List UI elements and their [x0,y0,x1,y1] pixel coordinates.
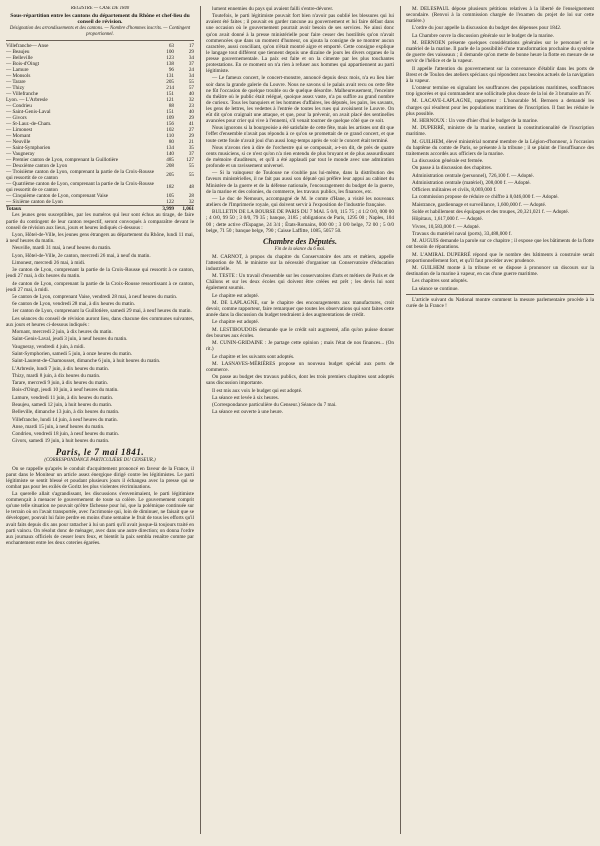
paragraph: On passe à la discussion des chapitres. [412,165,492,172]
paragraph: M. DUPERRÉ, ministre de la marine, soutient la constitutionnalité de l'inscription maritime. [406,125,594,138]
canton-name: — Thizy [6,85,25,92]
inscribed-count: 96 [168,67,174,74]
contingent-count: 37 [188,151,194,158]
canton-name: — Neuville [6,139,31,146]
inscribed-count: 485 [166,157,174,164]
paragraph: M. AUGUIS demande la parole sur ce chapitre ; il expose que les bâtiments de la flotte ont besoin de réparations. [406,238,594,251]
canton-name: Lyon. — L'Arbresle [6,97,48,104]
paragraph: Il est mis aux voix le budget qui est adopté. [212,387,303,394]
paragraph: L'Arbresle, lundi 7 juin, à dix heures du matin. [12,365,110,372]
chamber-subtitle: Fin de la séance du 6 mai. [274,246,326,252]
inscribed-count: 208 [166,163,174,170]
canton-name: — Quatrième canton de Lyon, comprenant la partie de la Croix-Rousse qui ressortit de ce canton [6,181,154,194]
paragraph: 1er canton de Lyon, comprenant la Guillotière, samedi 29 mai, à neuf heures du matin. [12,308,192,315]
contingent-count: 28 [188,193,194,200]
paragraph: 5e canton de Lyon, comprenant Vaise, vendredi 28 mai, à neuf heures du matin. [12,293,178,300]
paragraph: Vivres, 10,583,000 f. — Adopté. [412,223,480,230]
paragraph: M. DE LAPLAGNE, sur le chapitre des encouragements aux manufactures, croit devoir, comme rapporteur, faire remarquer que toutes les observations qui sont faites cette année dans la discussion du budget tendraient à des augmentations de crédit. [206,300,394,319]
paragraph: — Si la vainqueur de Toulouse ne s'oublie pas lui-même, dans la distribution des faveurs ministérielles, il ne fait pas aussi son député qui préfère leur appui au cabinet du Ministère de la guerre et de la défense nationale, l'encouragement du budget de la guerre, de la marine et des colonies, du commerce, les travaux publics, les finances, etc. [206,170,394,195]
canton-name: — Bois-d'Oingt [6,61,40,68]
paragraph: Administration centrale (personnel), 726,100 f. — Adopté. [412,172,534,179]
paragraph: La querelle allait s'agrandissant, les discussions s'envenimaient, le parti légitimiste commençait à menacer le gouvernement de toute sa colère. Le gouvernement comprit qu'une telle situation ne pouvait qu'être fâcheuse pour lui, que la polémique continuée sur le terrain où on l'avait transportée, avec l'acrimonie qui, loin de diminuer, ne faisait que se développer, pouvait lui faire perdre en moins d'une semaine le fruit de tous les efforts qu'il avait faits depuis dix ans pour rattacher à lui un parti qu'il avait jusque-là toujours traité en parti vaincu. On résolut donc de ménager, avec dans une autre direction; on donna l'ordre aux journaux officiels de cesser leurs feux, et bientôt la paix sembla renaître comme par enchantement entre les deux coteries égarées. [6,491,194,546]
paragraph: Thizy, mardi 8 juin, à dix heures du matin. [12,372,101,379]
column-2 [200,6,394,834]
contingent-count: 40 [188,109,194,116]
contingent-count: 55 [188,172,194,179]
contingent-count: 24 [188,67,194,74]
canton-name: Villefranche— Anse [6,43,49,50]
canton-name: — Cinquième canton de Lyon, comprenant Vaise [6,193,109,200]
paragraph: Limonest, mercredi 26 mai, à midi. [12,259,86,266]
col2-text [206,6,394,234]
paragraph: M. L'AMIRAL DUPERRÉ répond que le nombre des bâtiments à construire serait proportionnellement fort, et qu'il faut procéder avec prudence. [406,251,594,264]
contingent-count: 27 [188,127,194,134]
canton-name: — Mornant [6,133,31,140]
contingent-count: 29 [188,115,194,122]
total-cell: 3,999 [154,206,174,213]
paragraph: 3e canton de Lyon, comprenant la partie de la Croix-Rousse qui ressortit à ce canton, jeudi 27 mai, à dix heures du matin. [6,267,194,280]
paragraph: Saint-Laurent-de-Chamousset, dimanche 6 juin, à huit heures du matin. [12,358,161,365]
contingent-count: 48 [188,184,194,191]
paragraph: Les chapitres sont adoptés. [412,278,468,285]
inscribed-count: 105 [166,193,174,200]
closing-paragraph: L'article suivant du National montre comment la mesure parlementaire procède à la curée de la France ! [406,296,594,309]
paragraph: M. DELESPAUL dépose plusieurs pétitions relatives à la liberté de l'enseignement secondaire. (Renvoi à la commission chargée de l'examen du projet de loi sur cette matière.) [406,6,594,25]
paragraph: Beaujeu, samedi 12 juin, à huit heures du matin. [12,401,113,408]
contingent-count: 127 [186,157,194,164]
newspaper-page [6,6,594,834]
inscribed-count: 102 [166,127,174,134]
paragraph: Anse, mardi 15 juin, à neuf heures du matin. [12,423,105,430]
paragraph: M. GUILHEM, élevé ministérial nommé membre de la Légion-d'honneur, à l'occasion du baptême du comte de Paris, se présente à la tribune ; il se plaint de l'insuffisance des traitements accordés aux officiers de la marine. [406,138,594,157]
column-3 [400,6,594,834]
inscribed-count: 205 [166,79,174,86]
paragraph: Belleville, dimanche 13 juin, à dix heures du matin. [12,409,120,416]
contingent-count: 40 [188,91,194,98]
canton-name: — Condrieu [6,103,32,110]
canton-name: — Sixième canton de Lyon [6,199,63,206]
inscribed-count: 138 [166,61,174,68]
inscribed-count: 151 [166,91,174,98]
paragraph: Les jeunes gens susceptibles, par les numéros qui leur sont échus au tirage, de faire partie du contingent de leur canton respectif, seront convoqués à comparaître devant le conseil de révision aux lieux, jours et heures indiqués ci-dessous : [6,212,194,231]
contingent-count: 21 [188,139,194,146]
paragraph: M. CARNOT, à propos du chapitre du Conservatoire des arts et métiers, appelle l'attention de M. le ministre sur la nécessité d'organiser un Conservatoire d'éducation industrielle. [206,253,394,272]
paragraph: Il appelle l'attention du gouvernement sur la convenance d'établir dans les ports de Brest et de Toulon des ateliers spéciaux qui répondent aux besoins actuels de la navigation à la vapeur. [406,65,594,84]
paragraph: Hôpitaux, 1,617,000 f. — Adopté. [412,216,484,223]
contingent-count: 29 [188,133,194,140]
inscribed-count: 131 [166,73,174,80]
canton-name: — Saint-Genis-Laval [6,109,51,116]
inscribed-count: 214 [166,85,174,92]
paragraph: Toutefois, le parti légitimiste pouvait fort bien n'avoir pas oublié les blessures qui lui avaient été faites ; il pouvait en garder rancune au gouvernement et lui faire défaut dans une occasion où le gouvernement pourrait avoir besoin de ses services. Ne ainsi donc qu'on avait donné à la presse ministérielle pour faire cesser des hostilités qu'on n'avait commencées que dans un moment d'humeur, on ajouta la consigne de ne montrer aucun caractère, aussi conciliant, qu'on n'était montré aigre et emporté. Cette consigne explique le langage tout différent que tiennent depuis une dizaine de jours les divers organes de la presse gouvernementale. La paix est faite et on la cimente par les plus touchantes protestations. En ce moment on n'a rien à refuser aux hommes qui appartiennent au parti légitimiste. [206,13,394,75]
paragraph: Lyon, Hôtel-de-Ville, les jeunes gens étrangers au département du Rhône, lundi 11 mai, à neuf heures du matin. [6,231,194,245]
paragraph: On passe au budget des travaux publics, dont les trois premiers chapitres sont adoptés sans discussion importante. [206,374,394,387]
inscribed-count: 123 [166,55,174,62]
inscribed-count: 134 [166,145,174,152]
canton-name: — Deuxième canton de Lyon [6,163,68,170]
inscribed-count: 80 [168,139,174,146]
paragraph: — Le duc de Nemours, accompagné de M. le comte d'Hane, a visité les nouveaux ateliers de l'Imprimerie royale, qui doivent servir à l'exposition de l'industrie française. [206,195,394,209]
canton-name: — Villefranche [6,91,39,98]
paragraph: M. BERNOEN présente quelques considérations générales sur le personnel et le matériel de la marine. Il parle de la possibilité d'une transformation prochaine du système de guerre des vaisseaux ; il demande qu'on mette de bonne heure la flotte en mesure de se servir de l'hélice et de la vapeur. [406,40,594,65]
masthead-title: Paris, le 7 mai 1841. [55,447,145,458]
canton-table [6,43,194,212]
contingent-count: 35 [188,145,194,152]
canton-name: — Vaugneray [6,151,35,158]
paragraph: M. LESTIBOUDOIS demande que le crédit soit augmenté, afin qu'on puisse donner des bourses aux écoles. [206,326,394,339]
contingent-count: 23 [188,103,194,110]
inscribed-count: 140 [166,151,174,158]
divider [406,294,594,295]
paragraph: Nous n'avons rien à dire de l'orchestre qui se composait, a-t-on dit, de près de quatre cents musiciens, si ce n'est qu'on n'a rien entendu de plus bruyant et de plus assourdissant de mémoire d'auditeurs, et qu'il a été applaudi par tout le monde avec une admiration profonde et un ravissement universel. [206,144,394,170]
inscribed-count: 63 [168,43,174,50]
inscribed-count: 100 [166,49,174,56]
inscribed-count: 110 [166,133,174,140]
paragraph: Administration centrale (matériel), 208,000 f. — Adopté. [412,179,531,186]
canton-name: — Beaujeu [6,49,30,56]
contingent-count: 41 [188,121,194,128]
register-header: REGISTRE — CASE DE 1840 [70,6,130,11]
paragraph: La séance est levée à six heures. [212,394,279,401]
inscribed-count: 156 [166,121,174,128]
paragraph: La discussion générale est fermée. [412,158,484,165]
col3-text [406,6,594,292]
chamber-text [206,254,394,416]
canton-name: — St-Laur.-de-Cham. [6,121,52,128]
canton-name: — Monsols [6,73,31,80]
contingent-count: 34 [188,55,194,62]
paragraph: Solde et habillement des équipages et des troupes, 20,321,021 f. — Adopté. [412,209,570,215]
paragraph: — Le fameux concert, le concert-monstre, annoncé depuis deux mois, n'a eu lieu hier soir dans la grande galerie du Louvre. Nous ne savons si le palais avait recu ou cette fête ne fût l'occasion de quelque trouble ou de quelque désordre. Malheureusement, l'enceinte du théâtre où le public était relégué, quoique assez vaste, n'a pu suffire au grand nombre de curieux. Tous les banquiers et les hommes d'affaires, les députés, les pairs, les savants, les gens de lettres, les vedettes à l'entrée de toutes les rues qui avoisinent le Louvre. On eût dit qu'on craignait une attaque, et que, pour la prévenir, on avait placé des sentinelles avancées pour crier qui vive à l'ennemi, s'il venait tourner de quelque côté que ce soit. [206,75,394,125]
canton-name: — Saint-Symphorien [6,145,51,152]
contingent-count: 55 [188,79,194,86]
inscribed-count: 109 [166,115,174,122]
inscribed-count: 88 [168,103,174,110]
paragraph: Le chapitre et les suivants sont adoptés. [212,353,295,360]
paragraph: M. TESTE : Un travail d'ensemble sur les conservatoires d'arts et métiers de Paris et de Châlons et sur les deux écoles qui doivent être créées est prêt ; les devis lui sont également soumis. [206,273,394,292]
col1-article [6,466,194,546]
chamber-title: Chambre des Députés. [263,236,337,246]
paragraph: M. CUNIN-GRIDAINE : Je partage cette opinion ; mais l'état de nos finances... (On rit.) [206,340,394,353]
paragraph: La Chambre ouvre la discussion générale sur le budget de la marine. [412,32,555,39]
canton-name: — Lamure [6,67,29,74]
paragraph: L'ordre du jour appelle la discussion du budget des dépenses pour 1842. [412,25,562,32]
contingent-count: 32 [188,199,194,206]
paragraph: Vaugneray, vendredi 4 juin, à midi. [12,343,85,350]
paragraph: L'orateur termine en signalant les souffrances des populations maritimes, souffrances trop ignorées et qui commandent une sollicitude plus douce de la loi de 3 brumaire an IV. [406,85,594,98]
canton-name: — Troisième canton de Lyon, comprenant la partie de la Croix-Rousse qui ressortit de ce canton [6,169,154,182]
canton-name: — Givors [6,115,27,122]
paragraph: BULLETIN DE LA BOURSE DE PARIS DU 7 MAI. 5 0/0, 115 75 ; 4 1/2 0/0, 000 00 ; 4 0/0, 99 50 ; 3 0/0, 79 35 ; banque, 3185 ; obligations de Paris, 1295 00 ; Naples, 104 00 ; dette active d'Espagne, 24 3/4 ; États-Romains, 000 00 ; 3 0/0 belge, 72 00 ; 5 0/0 belge, 71 50 ; banque belge, 790 ; Caisse Laffitte, 1085, 5057 50. [206,209,394,234]
contingent-count: 32 [188,97,194,104]
paragraph: (Correspondance particulière du Censeur.) Séance du 7 mai. [212,402,337,409]
col1-text [6,212,194,444]
inscribed-count: 205 [166,172,174,179]
total-cell: Totaux [6,206,154,213]
total-cell: 1,061 [174,206,194,213]
paragraph: Condrieu, vendredi 18 juin, à neuf heures du matin. [12,431,120,438]
contingent-count: 57 [188,85,194,92]
paragraph: Saint-Symphorien, samedi 5 juin, à onze heures du matin. [12,350,133,357]
masthead-note: (CORRESPONDANCE PARTICULIÈRE DU CENSEUR.) [44,458,156,464]
paragraph: Maistrance, gardiennage et surveillance, 1,600,000 f. — Adopté. [412,201,547,208]
canton-name: — Tarare [6,79,26,86]
divider [6,40,194,41]
inscribed-count: 122 [166,199,174,206]
paragraph: Les séances du conseil de révision auront lieu, dans chacune des communes suivantes, aux jours et heures ci-dessous indiqués : [6,315,194,328]
table-title: Sous-répartition entre les cantons du département du Rhône et chef-lieu du conseil de révision. [10,13,190,26]
paragraph: Travaux du matériel naval (ports), 33,488,000 f. [412,230,512,237]
paragraph: Nous ignorons si la bourgeoisie a été satisfaite de cette fête, mais les artistes ont dit que l'effet d'ensemble n'avait pas répondu à ce qu'on se promettait de ce grand concert, et que toute cette foule n'avait joui d'un aussi long-temps après de voir le concert était terminé. [206,125,394,144]
paragraph: Tarare, mercredi 9 juin, à dix heures du matin. [12,380,109,387]
paragraph: M. GUILHEM monte à la tribune et se dispose à prononcer un discours sur la destination de la marine à vapeur, en cas d'une guerre maritime. [406,264,594,277]
contingent-count: 34 [188,73,194,80]
table-column-names: Désignation des arrondissements et des cantons. — Nombre d'hommes inscrits. — Contingent proportionnel. [9,26,191,38]
paragraph: Lamure, vendredi 11 juin, à dix heures du matin. [12,394,114,401]
paragraph: Villefranche, lundi 14 juin, à neuf heures du matin. [12,416,118,423]
paragraph: Bois-d'Oingt, jeudi 10 juin, à neuf heures du matin. [12,387,119,394]
paragraph: 6e canton de Lyon, vendredi 28 mai, à dix heures du matin. [12,301,136,308]
contingent-count: 29 [188,49,194,56]
paragraph: Officiers militaires et civils, 8,069,000 f. [412,187,497,194]
contingent-count: 17 [188,43,194,50]
paragraph: Lyon, Hôtel-de-Ville, 2e canton, mercredi 26 mai, à neuf du matin. [12,252,151,259]
contingent-count: 37 [188,61,194,68]
table-row [6,181,194,193]
canton-name: — Premier canton de Lyon, comprenant la Guillotière [6,157,119,164]
canton-name: — Belleville [6,55,33,62]
inscribed-count: 121 [166,97,174,104]
paragraph: M. HERNOUX : Un vote d'hier d'hui le budget de la marine. [412,117,539,124]
paragraph: 4e canton de Lyon, comprenant la partie de la Croix-Rousse ressortissant à ce canton, jeudi 27 mai, à midi. [6,280,194,293]
paragraph: La commission propose de réduire ce chiffre à 8,046,000 f. — Adopté. [412,194,559,201]
inscribed-count: 182 [166,184,174,191]
paragraph: Saint-Genis-Laval, jeudi 3 juin, à neuf heures du matin. [12,336,128,343]
paragraph: Le chapitre est adopté. [212,292,259,299]
column-1 [6,6,194,834]
paragraph: lument ennemies du pays qui avaient failli s'entre-dévorer. [212,6,334,12]
paragraph: Neuville, mardi 31 mai, à neuf heures du matin. [12,245,112,252]
paragraph: M. LACAVE-LAPLAGNE, rapporteur : L'honorable M. Bernoen a demandé les charges qui résultent pour les populations maritimes de l'inscription. Il faut les réduire le plus possible. [406,98,594,117]
paragraph: Le chapitre est adopté. [212,319,259,326]
contingent-count: 55 [188,163,194,170]
paragraph: La séance se continue. [412,285,459,292]
paragraph: On se rappelle qu'après le conduit d'acquittement prononcé en faveur de la France, il parut dans le Moniteur un article assez énergique dirigé contre les légitimistes. Le parti légitimiste se sentit blessé et poudant plusieurs jours il échangea avec la presse qui se combat pas pour les exilés de Goritz les plus violentes récriminations. [6,465,194,490]
paragraph: Givors, samedi 19 juin, à huit heures du matin. [12,438,110,445]
table-row [6,169,194,181]
paragraph: La séance est ouverte à une heure. [212,409,284,416]
inscribed-count: 151 [166,109,174,116]
canton-name: — Limonest [6,127,33,134]
paragraph: Mornant, mercredi 2 juin, à dix heures du matin. [12,329,113,336]
paragraph: M. LASNAVES-MÉRIÈRES propose un nouveau budget spécial aux ports de commerce. [206,360,394,373]
